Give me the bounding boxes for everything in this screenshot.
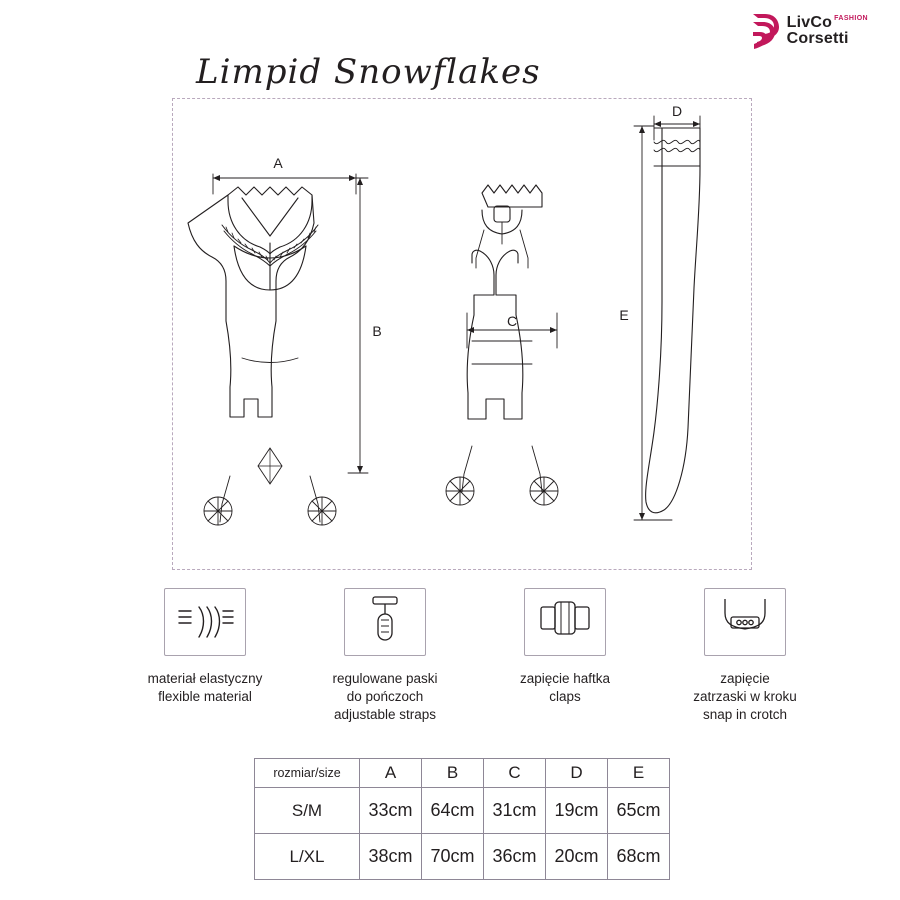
feature-list [120, 588, 800, 728]
cell-lxl-a: 38cm [360, 834, 422, 880]
feature-claps [480, 588, 650, 706]
feature-caption [660, 670, 830, 723]
svg-text:A: A [273, 155, 283, 171]
svg-text:E: E [619, 307, 629, 323]
cell-sm-b: 64cm [422, 788, 484, 834]
feature-flexible-material [120, 588, 290, 706]
cell-sm-e: 65cm [608, 788, 670, 834]
cell-lxl-b: 70cm [422, 834, 484, 880]
svg-text:C: C [506, 313, 518, 329]
table-row [255, 788, 670, 834]
cell-lxl-d: 20cm [546, 834, 608, 880]
feature-label-en: snap in crotch [702, 706, 788, 722]
feature-label-en: claps [549, 688, 581, 704]
size-table [254, 758, 670, 880]
hook-clasp-icon [524, 588, 606, 656]
header-dim-d: D [546, 759, 608, 788]
feature-caption [120, 670, 290, 706]
page-title: Limpid Snowflakes [196, 52, 541, 92]
feature-snap-crotch [660, 588, 830, 723]
cell-lxl-c: 36cm [484, 834, 546, 880]
row-size-lxl: L/XL [255, 834, 360, 880]
feature-label-pl2: do pończoch [346, 688, 424, 704]
feature-label-pl: zapięcie haftka [519, 671, 611, 686]
brand-name-line1: LivCo [786, 13, 833, 31]
brand-logo [751, 12, 868, 50]
feature-caption [480, 670, 650, 706]
feature-label-en: flexible material [158, 688, 252, 704]
livco-corsetti-logo-icon [751, 12, 781, 50]
adjustable-strap-icon [344, 588, 426, 656]
table-header-row [255, 759, 670, 788]
brand-wordmark [787, 15, 868, 48]
cell-lxl-e: 68cm [608, 834, 670, 880]
cell-sm-c: 31cm [484, 788, 546, 834]
snap-crotch-icon [704, 588, 786, 656]
brand-name-line2: Corsetti [786, 30, 849, 47]
feature-adjustable-straps [300, 588, 470, 723]
header-dim-c: C [484, 759, 546, 788]
feature-label-pl2: zatrzaski w kroku [693, 688, 797, 704]
feature-label-pl: materiał elastyczny [147, 671, 263, 686]
feature-caption [300, 670, 470, 723]
row-size-sm: S/M [255, 788, 360, 834]
garment-diagram-svg [172, 98, 750, 568]
header-dim-a: A [360, 759, 422, 788]
table-row [255, 834, 670, 880]
feature-label-pl: regulowane paski [332, 671, 438, 686]
cell-sm-d: 19cm [546, 788, 608, 834]
brand-name-superscript: FASHION [834, 15, 868, 23]
elastic-material-icon [164, 588, 246, 656]
cell-sm-a: 33cm [360, 788, 422, 834]
header-dim-b: B [422, 759, 484, 788]
technical-drawings [172, 98, 750, 568]
feature-label-en: adjustable straps [333, 706, 437, 722]
header-dim-e: E [608, 759, 670, 788]
header-size-label: rozmiar/size [255, 759, 360, 788]
svg-text:D: D [671, 103, 683, 119]
svg-text:B: B [372, 323, 382, 339]
feature-label-pl: zapięcie [720, 671, 770, 686]
